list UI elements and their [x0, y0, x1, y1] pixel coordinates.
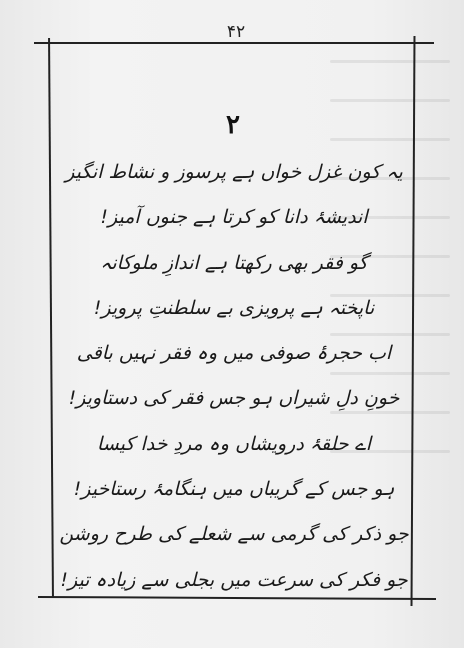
verse-line: جو فکر کی سرعت میں بجلی سے زیادہ تیز!: [60, 568, 408, 591]
verse-line: اب حجرۂ صوفی میں وہ فقر نہیں باقی: [76, 342, 392, 365]
frame-left-rule: [48, 38, 54, 598]
verse-line: اے حلقۂ درویشاں وہ مردِ خدا کیسا: [96, 432, 372, 455]
poem-number: ۲: [226, 110, 240, 140]
verse-line: اندیشۂ دانا کو کرتا ہے جنوں آمیز!: [100, 206, 368, 229]
verse-line: گو فقر بھی رکھتا ہے اندازِ ملوکانہ: [100, 251, 368, 274]
verse-line: یہ کون غزل خواں ہے پرسوز و نشاط انگیز: [65, 161, 403, 183]
poem-verses: [58, 150, 410, 603]
verse-line: خونِ دلِ شیراں ہو جس فقر کی دستاویز!: [68, 387, 400, 410]
frame-top-rule: [34, 42, 434, 44]
verse-line: ہو جس کے گریباں میں ہنگامۂ رستاخیز!: [73, 478, 395, 501]
verse-line: ناپختہ ہے پرویزی بے سلطنتِ پرویز!: [93, 296, 375, 319]
page-number: ۴۲: [226, 22, 246, 42]
verse-line: جو ذکر کی گرمی سے شعلے کی طرح روشن: [59, 523, 409, 546]
